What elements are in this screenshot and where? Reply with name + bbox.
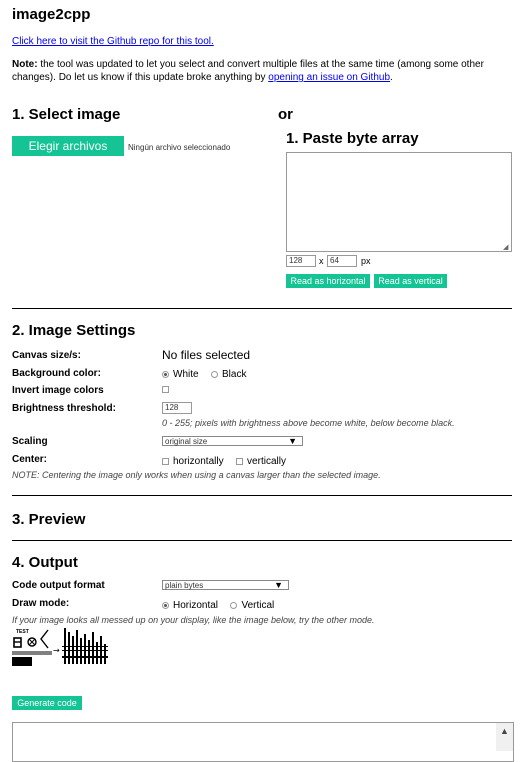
- code-output-textarea[interactable]: [12, 722, 514, 762]
- size-x-label: x: [319, 256, 324, 266]
- draw-mode-hint: If your image looks all messed up on your display, like the image below, try the other mode.: [12, 615, 375, 625]
- draw-vertical-radio[interactable]: [230, 602, 237, 609]
- choose-files-button[interactable]: Elegir archivos: [12, 136, 124, 156]
- generate-code-button[interactable]: Generate code: [12, 696, 82, 710]
- draw-mode-example-image: [12, 626, 108, 668]
- dropdown-arrow-icon: ▼: [288, 436, 297, 446]
- brightness-threshold-hint: 0 - 255; pixels with brightness above become white, below become black.: [162, 418, 455, 428]
- byte-array-textarea[interactable]: [286, 152, 512, 252]
- draw-mode-options: [162, 597, 282, 615]
- example-image-test-text: TEST: [16, 629, 29, 635]
- bg-black-radio[interactable]: [211, 371, 218, 378]
- image-settings-heading: 2. Image Settings: [12, 322, 136, 339]
- paste-height-input[interactable]: 64: [327, 255, 357, 267]
- github-repo-link[interactable]: Click here to visit the Github repo for this tool.: [12, 36, 214, 47]
- svg-text:→: →: [53, 646, 60, 655]
- center-note: NOTE: Centering the image only works when using a canvas larger than the selected image.: [12, 470, 381, 480]
- invert-colors-label: Invert image colors: [12, 385, 104, 396]
- output-heading: 4. Output: [12, 554, 78, 571]
- read-horizontal-button[interactable]: Read as horizontal: [286, 274, 370, 288]
- brightness-threshold-label: Brightness threshold:: [12, 403, 116, 414]
- select-image-heading: 1. Select image: [12, 106, 121, 123]
- note-text: the tool was updated to let you select and convert multiple files at the same time (among some other changes). Do let us know if this update broke anything by: [12, 59, 484, 83]
- center-vertical-checkbox[interactable]: [236, 458, 243, 465]
- note-end: .: [390, 72, 393, 83]
- read-vertical-button[interactable]: Read as vertical: [374, 274, 447, 288]
- center-label: Center:: [12, 454, 48, 465]
- resize-handle-icon[interactable]: ◢: [503, 244, 509, 251]
- scroll-up-arrow-icon[interactable]: ▲: [500, 726, 509, 736]
- draw-vertical-label: Vertical: [241, 600, 275, 612]
- divider: [12, 308, 512, 309]
- canvas-size-label: Canvas size/s:: [12, 350, 81, 361]
- scaling-select[interactable]: [162, 436, 303, 446]
- brightness-threshold-input[interactable]: 128: [162, 402, 192, 414]
- code-format-select[interactable]: [162, 580, 289, 590]
- background-color-label: Background color:: [12, 368, 101, 379]
- code-format-selected-value: plain bytes: [165, 581, 204, 590]
- paste-width-input[interactable]: 128: [286, 255, 316, 267]
- output-scrollbar[interactable]: [496, 723, 513, 751]
- divider: [12, 495, 512, 496]
- note-label: Note:: [12, 59, 38, 70]
- center-horizontal-label: horizontally: [173, 456, 224, 468]
- bg-black-label: Black: [222, 369, 247, 381]
- bg-white-label: White: [173, 369, 199, 381]
- canvas-size-value: No files selected: [162, 348, 251, 362]
- scaling-selected-value: original size: [165, 437, 208, 446]
- center-vertical-label: vertically: [247, 456, 286, 468]
- center-horizontal-checkbox[interactable]: [162, 458, 169, 465]
- page-title: image2cpp: [12, 6, 91, 23]
- draw-mode-label: Draw mode:: [12, 598, 70, 609]
- size-px-label: px: [361, 256, 371, 266]
- background-color-options: [162, 366, 254, 384]
- bg-white-radio[interactable]: [162, 371, 169, 378]
- code-format-label: Code output format: [12, 580, 105, 591]
- or-label: or: [278, 106, 293, 123]
- update-note: [12, 58, 512, 84]
- no-file-label: Ningún archivo seleccionado: [128, 143, 231, 152]
- center-options: [162, 453, 294, 471]
- preview-heading: 3. Preview: [12, 511, 86, 528]
- scaling-label: Scaling: [12, 436, 48, 447]
- github-issue-link[interactable]: opening an issue on Github: [268, 72, 391, 83]
- draw-horizontal-radio[interactable]: [162, 602, 169, 609]
- paste-byte-array-heading: 1. Paste byte array: [286, 130, 419, 147]
- invert-colors-checkbox[interactable]: [162, 386, 169, 393]
- dropdown-arrow-icon: ▼: [274, 580, 283, 590]
- draw-horizontal-label: Horizontal: [173, 600, 219, 612]
- divider: [12, 540, 512, 541]
